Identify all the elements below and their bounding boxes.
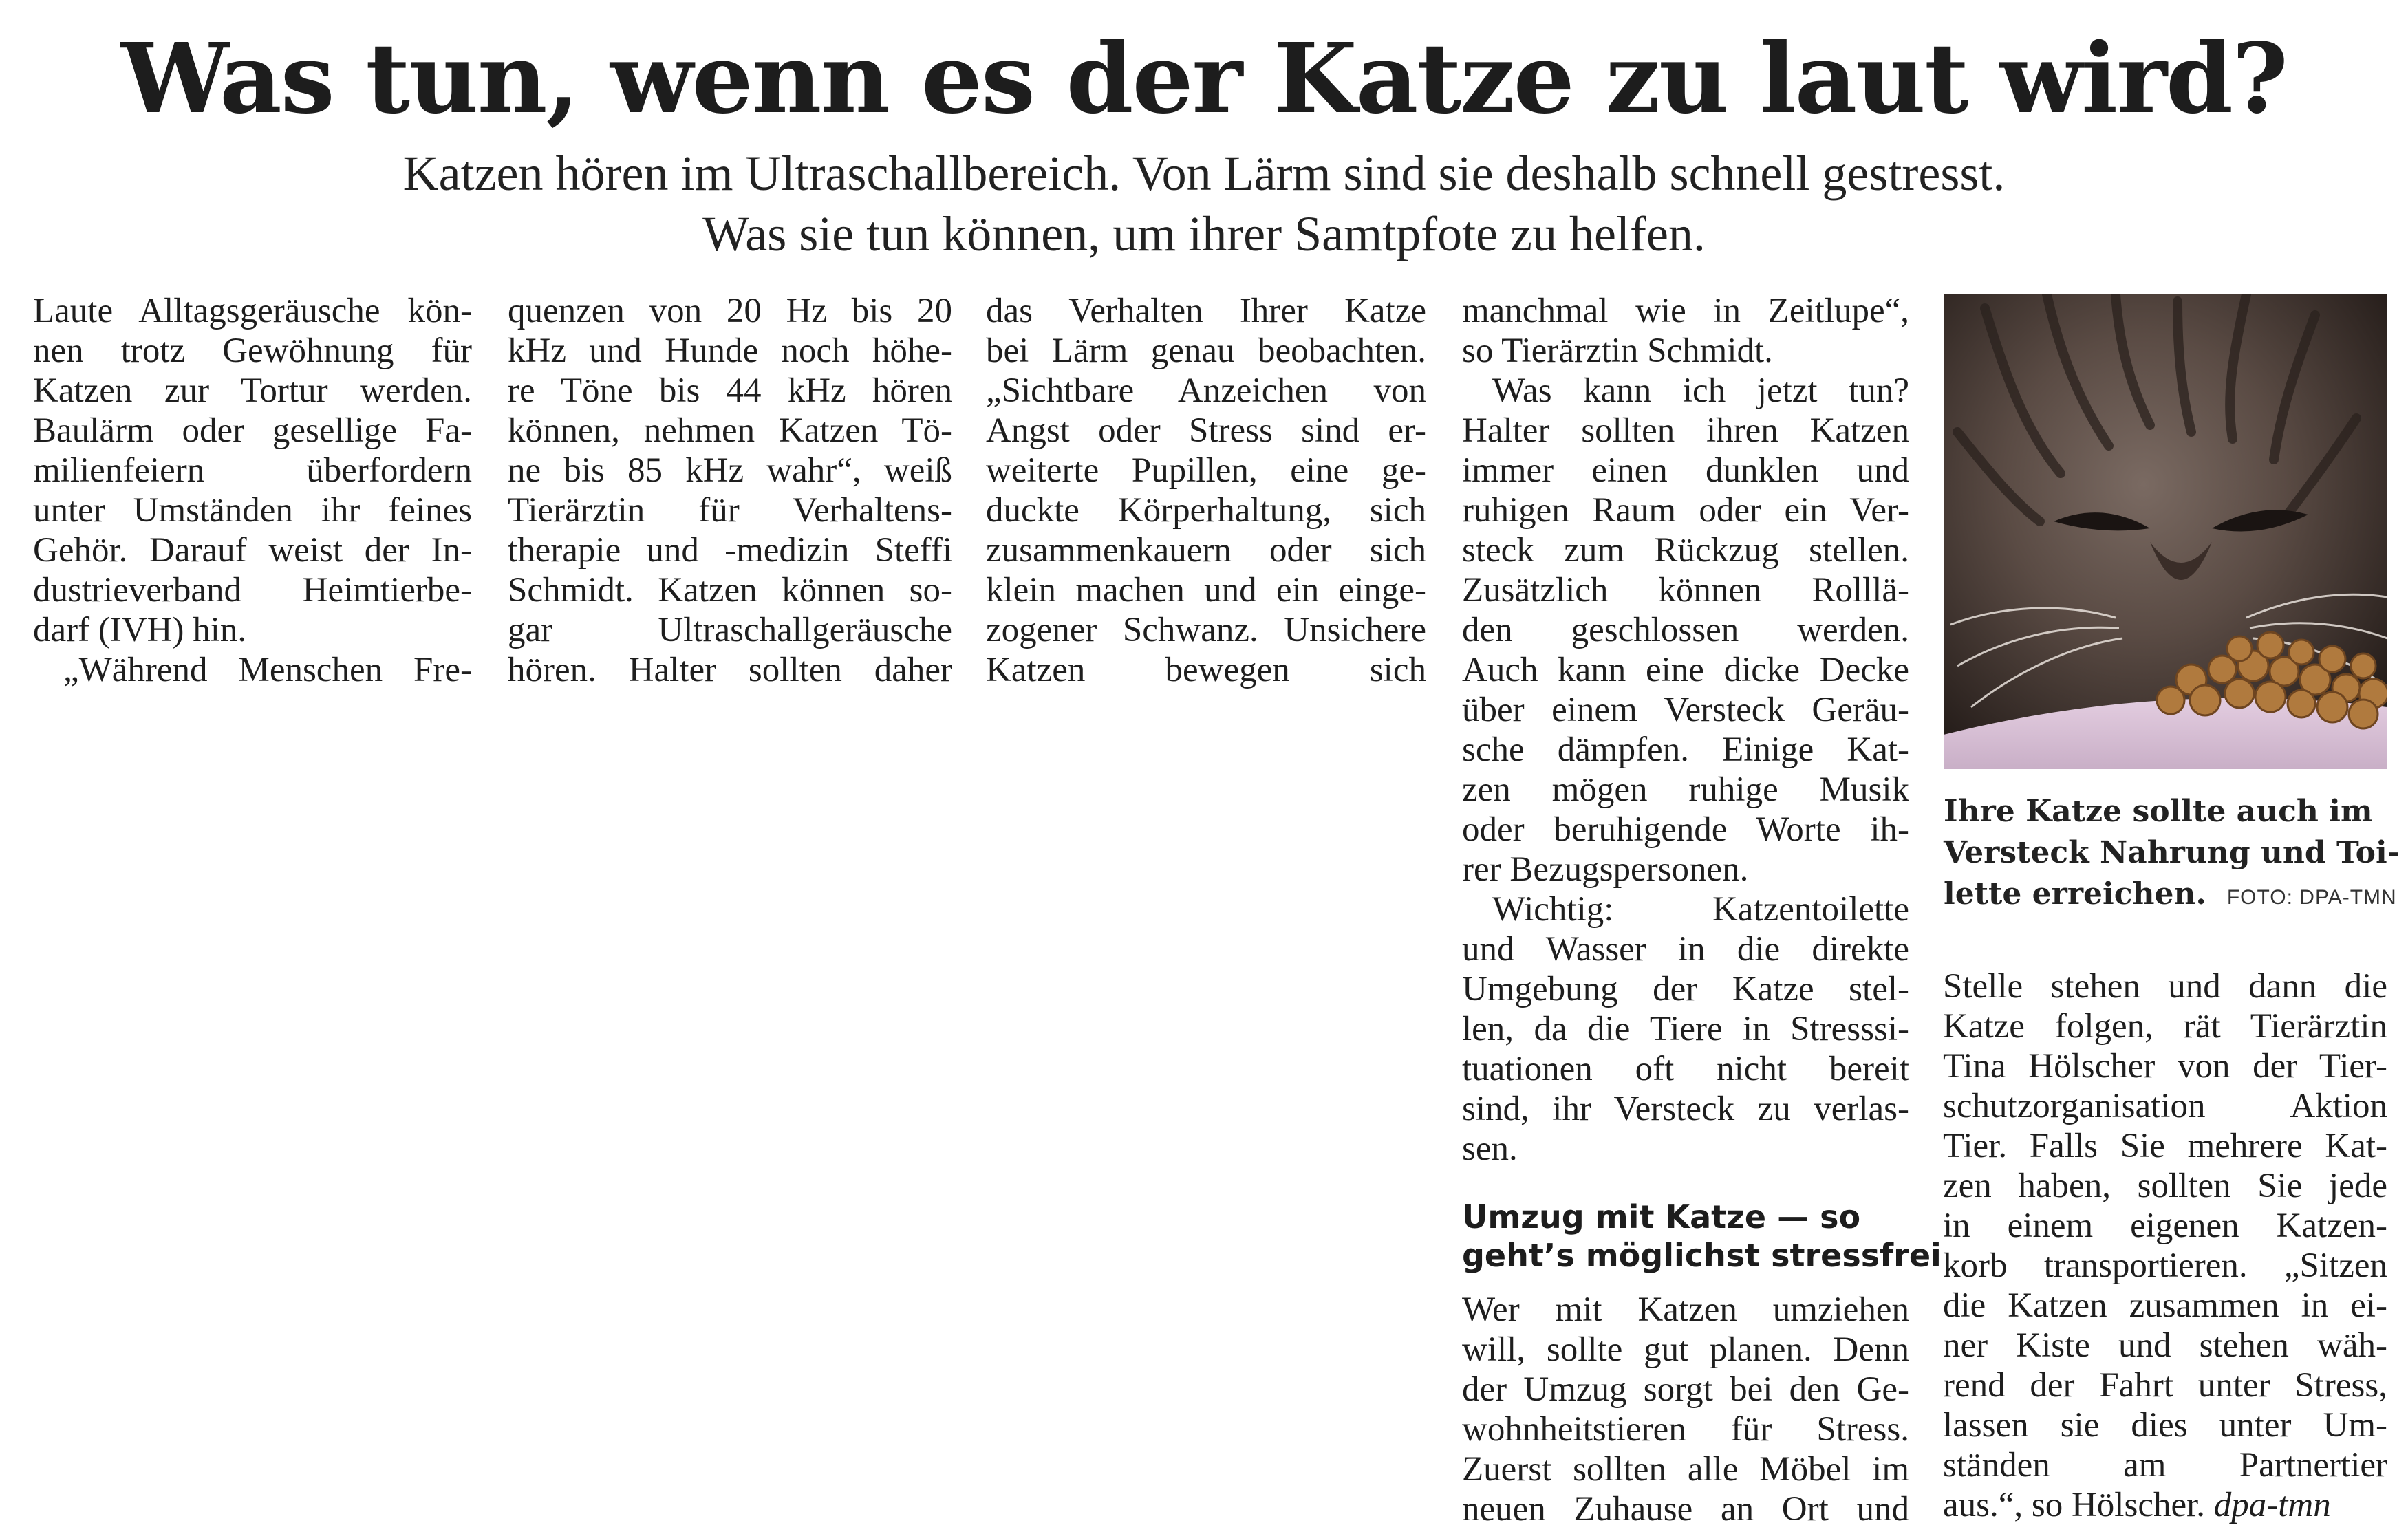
text-line bbox=[1943, 1485, 2387, 1525]
text-line: weiterte Pupillen, eine ge- bbox=[986, 451, 1426, 490]
text-line: steck zum Rückzug stellen. bbox=[1462, 531, 1909, 570]
section-subheading: geht’s möglichst stressfrei bbox=[1462, 1237, 1942, 1274]
text-line: immer einen dunklen und bbox=[1462, 451, 1909, 490]
text-line: zogener Schwanz. Unsichere bbox=[986, 611, 1426, 649]
text-line: Was kann ich jetzt tun? bbox=[1492, 371, 1909, 410]
text-line: Katzen zur Tortur werden. bbox=[33, 371, 472, 410]
text-column-5 bbox=[1943, 966, 2387, 1525]
text-line: die Katzen zusammen in ei- bbox=[1943, 1286, 2387, 1325]
text-line: Halter sollten ihren Katzen bbox=[1462, 411, 1909, 450]
text-line: darf (IVH) hin. bbox=[33, 611, 247, 649]
text-line: ner Kiste und stehen wäh- bbox=[1943, 1326, 2387, 1365]
text-line: ruhigen Raum oder ein Ver- bbox=[1462, 491, 1909, 530]
text-line: in einem eigenen Katzen- bbox=[1943, 1207, 2387, 1245]
text-line: neuen Zuhause an Ort und bbox=[1462, 1490, 1909, 1528]
text-line: unter Umständen ihr feines bbox=[33, 491, 472, 530]
text-line: oder beruhigende Worte ih- bbox=[1462, 810, 1909, 849]
text-line: Gehör. Darauf weist der In- bbox=[33, 531, 472, 570]
text-line: Wer mit Katzen umziehen bbox=[1462, 1290, 1909, 1329]
subheadline-line: Was sie tun können, um ihrer Samtpfote zu helfen. bbox=[702, 206, 1706, 261]
text-line: re Töne bis 44 kHz hören bbox=[508, 371, 952, 410]
text-line: und Wasser in die direkte bbox=[1462, 930, 1909, 969]
text-line: sen. bbox=[1462, 1130, 1518, 1168]
text-line: Umgebung der Katze stel- bbox=[1462, 970, 1909, 1008]
caption-line: Versteck Nahrung und Toi- bbox=[1944, 835, 2400, 870]
text-line: quenzen von 20 Hz bis 20 bbox=[508, 292, 952, 330]
text-line: über einem Versteck Geräu- bbox=[1462, 691, 1909, 729]
agency-signature: dpa-tmn bbox=[2213, 1486, 2331, 1524]
text-line: Tierärztin für Verhaltens- bbox=[508, 491, 952, 530]
text-line: „Sichtbare Anzeichen von bbox=[986, 371, 1426, 410]
text-line: nen trotz Gewöhnung für bbox=[33, 332, 472, 370]
cat-eating-illustration bbox=[1944, 294, 2387, 769]
text-line: schutzorganisation Aktion bbox=[1943, 1087, 2387, 1125]
text-line: sind, ihr Versteck zu verlas- bbox=[1462, 1090, 1909, 1128]
text-line: bei Lärm genau beobachten. bbox=[986, 332, 1426, 370]
text-line: können, nehmen Katzen Tö- bbox=[508, 411, 952, 450]
text-line: der Umzug sorgt bei den Ge- bbox=[1462, 1370, 1909, 1409]
text-line: ne bis 85 kHz wahr“, weiß bbox=[508, 451, 952, 490]
text-line: duckte Körperhaltung, sich bbox=[986, 491, 1426, 530]
text-line: Katze folgen, rät Tierärztin bbox=[1943, 1007, 2387, 1046]
text-line: Schmidt. Katzen können so- bbox=[508, 571, 952, 609]
text-line: zen mögen ruhige Musik bbox=[1462, 770, 1909, 809]
cat-photo bbox=[1944, 294, 2387, 769]
text-column-2 bbox=[508, 291, 952, 690]
text-line: Stelle stehen und dann die bbox=[1943, 967, 2387, 1006]
text-column-3 bbox=[986, 291, 1426, 690]
text-line: zen haben, sollten Sie jede bbox=[1943, 1167, 2387, 1205]
section-subheading: Umzug mit Katze — so bbox=[1462, 1198, 1861, 1235]
text-line: hören. Halter sollten daher bbox=[508, 651, 952, 689]
text-line: rer Bezugspersonen. bbox=[1462, 850, 1749, 889]
text-line: Zuerst sollten alle Möbel im bbox=[1462, 1450, 1909, 1489]
text-line: wohnheitstieren für Stress. bbox=[1462, 1410, 1909, 1449]
text-line-text: aus.“, so Hölscher. bbox=[1943, 1486, 2206, 1524]
caption-line-text: lette erreichen. bbox=[1944, 876, 2206, 911]
headline: Was tun, wenn es der Katze zu laut wird? bbox=[121, 23, 2287, 136]
text-line: das Verhalten Ihrer Katze bbox=[986, 292, 1426, 330]
text-line: sche dämpfen. Einige Kat- bbox=[1462, 731, 1909, 769]
text-column-1 bbox=[33, 291, 472, 690]
text-line: therapie und -medizin Steffi bbox=[508, 531, 952, 570]
text-line: milienfeiern überfordern bbox=[33, 451, 472, 490]
text-line: tuationen oft nicht bereit bbox=[1462, 1050, 1909, 1088]
text-column-4 bbox=[1462, 291, 1942, 1529]
text-line: rend der Fahrt unter Stress, bbox=[1943, 1366, 2387, 1405]
text-line: Katzen bewegen sich bbox=[986, 651, 1426, 689]
text-line: dustrieverband Heimtierbe- bbox=[33, 571, 472, 609]
text-line: so Tierärztin Schmidt. bbox=[1462, 332, 1773, 370]
text-line: Auch kann eine dicke Decke bbox=[1462, 651, 1909, 689]
text-line: korb transportieren. „Sitzen bbox=[1943, 1246, 2387, 1285]
text-line: will, sollte gut planen. Denn bbox=[1462, 1330, 1909, 1369]
text-line: Wichtig: Katzentoilette bbox=[1492, 890, 1909, 929]
photo-credit: FOTO: DPA-TMN bbox=[2226, 886, 2397, 909]
text-line: Angst oder Stress sind er- bbox=[986, 411, 1426, 450]
photo-caption bbox=[1944, 791, 2400, 918]
text-line: manchmal wie in Zeitlupe“, bbox=[1462, 292, 1909, 330]
caption-line bbox=[1944, 874, 2397, 918]
subheadline-line: Katzen hören im Ultraschallbereich. Von Lärm sind sie deshalb schnell gestresst. bbox=[402, 146, 2006, 201]
text-line: zusammenkauern oder sich bbox=[986, 531, 1426, 570]
subheadline bbox=[0, 143, 2408, 264]
text-line: len, da die Tiere in Stresssi- bbox=[1462, 1010, 1909, 1048]
text-line: gar Ultraschallgeräusche bbox=[508, 611, 952, 649]
text-line: Laute Alltagsgeräusche kön- bbox=[33, 292, 472, 330]
text-line: ständen am Partnertier bbox=[1943, 1446, 2387, 1484]
caption-line: Ihre Katze sollte auch im bbox=[1944, 794, 2373, 829]
text-line: „Während Menschen Fre- bbox=[63, 651, 472, 689]
text-line: Tina Hölscher von der Tier- bbox=[1943, 1047, 2387, 1085]
text-line: den geschlossen werden. bbox=[1462, 611, 1909, 649]
text-line: Baulärm oder gesellige Fa- bbox=[33, 411, 472, 450]
text-line: lassen sie dies unter Um- bbox=[1943, 1406, 2387, 1445]
text-line: kHz und Hunde noch höhe- bbox=[508, 332, 952, 370]
text-line: Zusätzlich können Rolllä- bbox=[1462, 571, 1909, 609]
text-line: Tier. Falls Sie mehrere Kat- bbox=[1943, 1127, 2387, 1165]
text-line: klein machen und ein einge- bbox=[986, 571, 1426, 609]
